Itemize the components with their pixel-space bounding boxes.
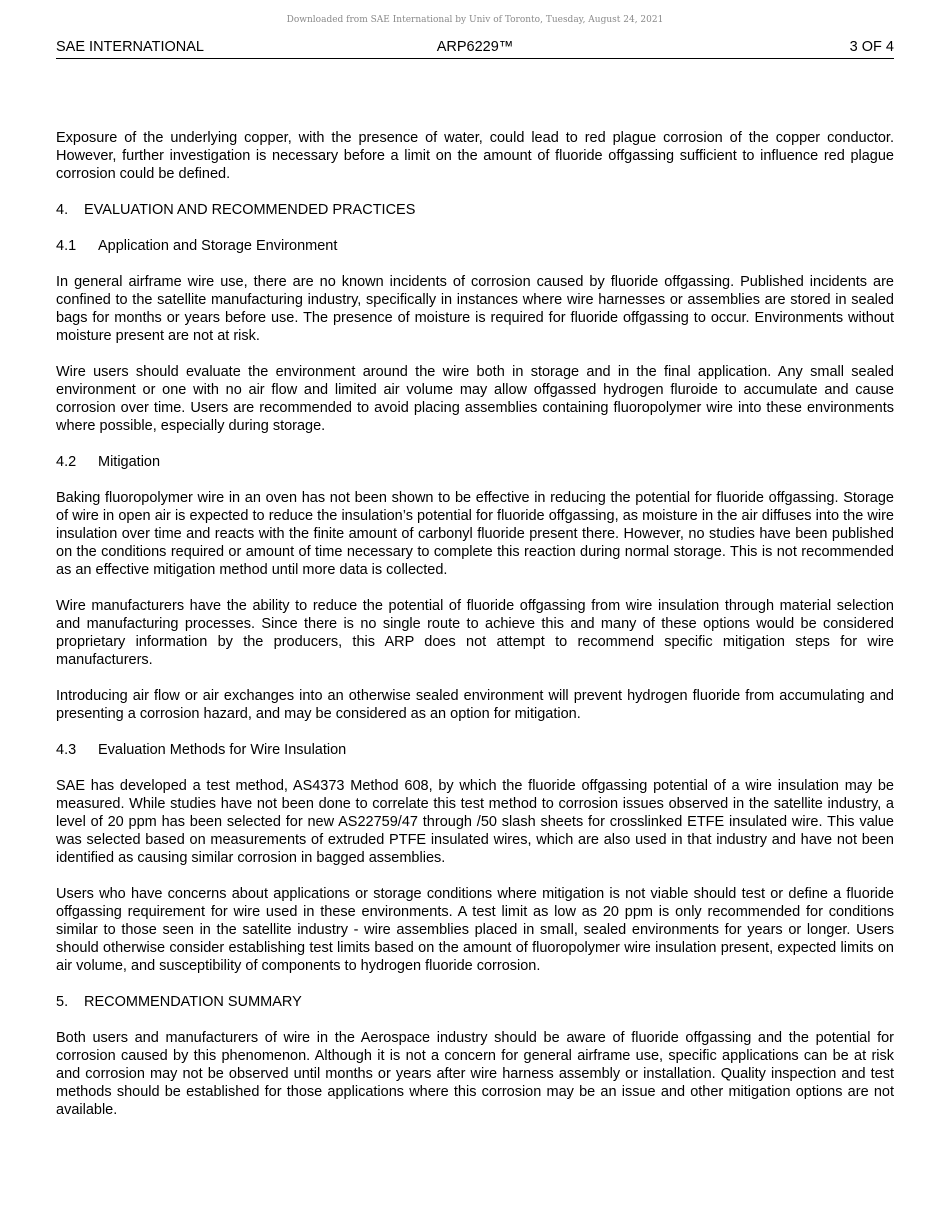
document-body: [56, 129, 894, 1119]
download-watermark: Downloaded from SAE International by Univ of Toronto, Tuesday, August 24, 2021: [286, 15, 664, 25]
section-4-3-paragraph-2: Users who have concerns about applications or storage conditions where mitigation is not viable should test or define a fluoride offgassing requirement for wire used in these environments. A test limit as low as 20 ppm is only recommended for conditions similar to those seen in the satellite industry - wire assemblies placed in small, sealed environments for years or longer. Users should otherwise consider establishing test limits based on the amount of fluoropolymer wire insulation present, expected limits on air volume, and susceptibility of components to hydrogen fluoride corrosion.: [56, 886, 894, 974]
section-4-1-title: Application and Storage Environment: [98, 238, 338, 254]
section-4-2-title: Mitigation: [98, 454, 161, 470]
section-5-paragraph-1: Both users and manufacturers of wire in the Aerospace industry should be aware of fluoride offgassing and the potential for corrosion caused by this phenomenon. Although it is not a concern for general airframe use, specific applications can be at risk and corrosion may not be observed until months or years after wire harness assembly or installation. Quality inspection and test methods should be established for those applications where this corrosion may be an issue and other mitigation options are not available.: [56, 1030, 894, 1118]
section-4-2-paragraph-1: Baking fluoropolymer wire in an oven has not been shown to be effective in reducing the potential for fluoride offgassing. Storage of wire in open air is expected to reduce the insulation’s potential for fluoride offgassing, as moisture in the air diffuses into the wire insulation over time and reacts with the finite amount of carbonyl fluoride present there. However, no studies have been published on the conditions required or amount of time necessary to complete this reaction during normal storage. This is not recommended as an effective mitigation method until more data is collected.: [56, 490, 894, 578]
header-page-number: 3 OF 4: [849, 39, 894, 55]
section-4-2-number: 4.2: [56, 454, 77, 470]
section-4-1-heading: [56, 237, 894, 255]
intro-paragraph: Exposure of the underlying copper, with the presence of water, could lead to red plague corrosion of the copper conductor. However, further investigation is necessary before a limit on the amount of fluoride offgassing sufficient to influence red plague corrosion could be defined.: [56, 130, 894, 182]
section-4-1-paragraph-1: In general airframe wire use, there are no known incidents of corrosion caused by fluoride offgassing. Published incidents are confined to the satellite manufacturing industry, specifically in instances where wire harnesses or assemblies are stored in sealed bags for months or years before use. The presence of moisture is required for fluoride offgassing to occur. Environments without moisture present are not at risk.: [56, 274, 894, 344]
section-4-title: EVALUATION AND RECOMMENDED PRACTICES: [84, 202, 416, 218]
page-header: [56, 38, 894, 59]
section-5-title: RECOMMENDATION SUMMARY: [84, 994, 302, 1010]
section-4-3-paragraph-1: SAE has developed a test method, AS4373 Method 608, by which the fluoride offgassing potential of a wire insulation may be measured. While studies have not been done to correlate this test method to corrosion issues observed in the satellite industry, a level of 20 ppm has been selected for new AS22759/47 through /50 slash sheets for crosslinked ETFE insulated wire. This value was selected based on measurements of extruded PTFE insulated wires, which are also used in that industry and have not been identified as causing similar corrosion in bagged assemblies.: [56, 778, 894, 866]
section-4-2-paragraph-3: Introducing air flow or air exchanges into an otherwise sealed environment will prevent hydrogen fluoride from accumulating and presenting a corrosion hazard, and may be considered as an option for mitigation.: [56, 688, 894, 722]
header-document-id: ARP6229™: [436, 39, 514, 55]
section-4-1-number: 4.1: [56, 238, 77, 254]
section-4-2-paragraph-2: Wire manufacturers have the ability to reduce the potential of fluoride offgassing from wire insulation through material selection and manufacturing processes. Since there is no single route to achieve this and many of these options would be considered proprietary information by the producers, this ARP does not attempt to recommend specific mitigation steps for wire manufacturers.: [56, 598, 894, 668]
section-4-3-heading: [56, 741, 894, 759]
section-4-number: 4.: [56, 202, 69, 218]
section-5-heading: [56, 993, 894, 1011]
section-4-1-paragraph-2: Wire users should evaluate the environment around the wire both in storage and in the final application. Any small sealed environment or one with no air flow and limited air volume may allow offgassed hydrogen fluroide to accumulate and cause corrosion over time. Users are recommended to avoid placing assemblies containing fluoropolymer wire into these environments where possible, especially during storage.: [56, 364, 894, 434]
section-5-number: 5.: [56, 994, 69, 1010]
section-4-3-title: Evaluation Methods for Wire Insulation: [98, 742, 347, 758]
section-4-3-number: 4.3: [56, 742, 77, 758]
header-organization: SAE INTERNATIONAL: [56, 39, 204, 55]
section-4-heading: [56, 201, 894, 219]
section-4-2-heading: [56, 453, 894, 471]
